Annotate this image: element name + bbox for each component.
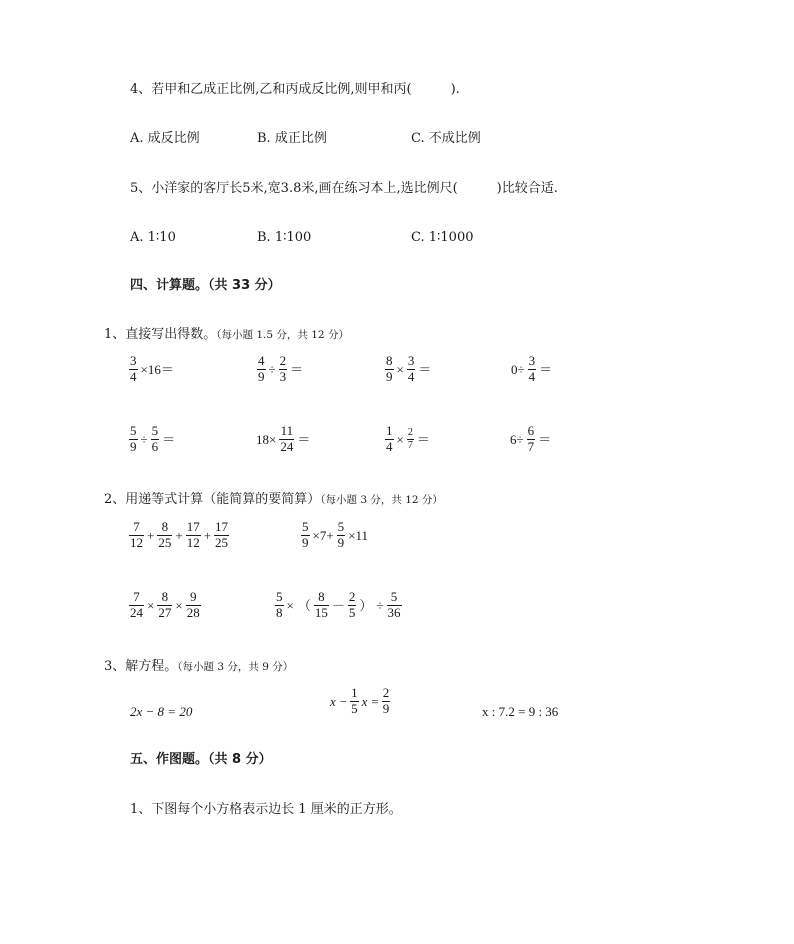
calc-q2-expr-4: $\frac{5}{8}$ × （ $\frac{8}{15}$ － $\frac{2}{5}$ ） ÷ $\frac{5}{36}$ bbox=[276, 589, 401, 620]
fraction: $\frac{5}{9}$ bbox=[302, 519, 309, 550]
question-5-option-b: B. 1∶100 bbox=[257, 230, 312, 245]
fraction: $\frac{1}{4}$ bbox=[386, 423, 393, 454]
question-5-option-c: C. 1∶1000 bbox=[411, 230, 474, 245]
fraction: $\frac{5}{9}$ bbox=[130, 423, 137, 454]
section-5-heading: 五、作图题。（共 8 分） bbox=[130, 752, 272, 767]
fraction: $\frac{2}{9}$ bbox=[382, 685, 390, 716]
fraction: $\frac{6}{7}$ bbox=[527, 423, 535, 454]
fraction: $\frac{17}{25}$ bbox=[215, 519, 229, 550]
calc-q2-title bbox=[104, 493, 443, 506]
fraction: $\frac{8}{27}$ bbox=[158, 589, 172, 620]
question-5-text: 5、小洋家的客厅长5米,宽3.8米,画在练习本上,选比例尺( )比较合适. bbox=[130, 181, 558, 196]
fraction: $\frac{5}{36}$ bbox=[387, 589, 401, 620]
fraction: $\frac{17}{12}$ bbox=[186, 519, 200, 550]
equation-3: x : 7.2 = 9 : 36 bbox=[482, 704, 559, 719]
calc-q1-item-2: $\frac{4}{9}$ ÷ $\frac{2}{3}$ ＝ bbox=[258, 353, 304, 384]
calc-q1-title bbox=[104, 328, 349, 341]
equation-1: 2x − 8 = 20 bbox=[130, 704, 193, 719]
section-4-heading: 四、计算题。（共 33 分） bbox=[130, 278, 281, 293]
calc-q1-item-6: 18× $\frac{11}{24}$ ＝ bbox=[256, 423, 311, 454]
fraction: $\frac{5}{8}$ bbox=[276, 589, 283, 620]
fraction: $\frac{7}{24}$ bbox=[130, 589, 143, 620]
calc-q2-expr-2: $\frac{5}{9}$ ×7+ $\frac{5}{9}$ ×11 bbox=[302, 519, 369, 550]
calc-q1-item-7: $\frac{1}{4}$ × $\frac{2}{7}$ ＝ bbox=[386, 423, 430, 454]
drawing-q1-text: 1、下图每个小方格表示边长 1 厘米的正方形。 bbox=[130, 802, 402, 817]
calc-q3-note: （每小题 3 分，共 9 分） bbox=[177, 661, 294, 673]
calc-q2-note: （每小题 3 分，共 12 分） bbox=[320, 494, 443, 506]
question-4-option-b: B. 成正比例 bbox=[257, 131, 327, 146]
equation-2: x − $\frac{1}{5}$ x = $\frac{2}{9}$ bbox=[330, 685, 390, 716]
calc-q1-item-3: $\frac{8}{9}$ × $\frac{3}{4}$ ＝ bbox=[386, 353, 432, 384]
fraction: $\frac{5}{9}$ bbox=[337, 519, 345, 550]
calc-q1-item-4: 0÷ $\frac{3}{4}$ ＝ bbox=[511, 353, 553, 384]
fraction: $\frac{1}{5}$ bbox=[351, 685, 358, 716]
calc-q2-expr-1: $\frac{7}{12}$ + $\frac{8}{25}$ + $\frac{17}{12}$ + $\frac{17}{25}$ bbox=[130, 519, 229, 550]
calc-q2-expr-3: $\frac{7}{24}$ × $\frac{8}{27}$ × $\frac{9}{28}$ bbox=[130, 589, 200, 620]
fraction: $\frac{11}{24}$ bbox=[280, 423, 294, 454]
fraction: $\frac{2}{5}$ bbox=[348, 589, 356, 620]
fraction: $\frac{2}{7}$ bbox=[407, 427, 413, 451]
question-4-text: 4、若甲和乙成正比例,乙和丙成反比例,则甲和丙( ). bbox=[130, 82, 460, 97]
fraction: $\frac{8}{15}$ bbox=[314, 589, 328, 620]
fraction: $\frac{3}{4}$ bbox=[528, 353, 536, 384]
calc-q3-title bbox=[104, 660, 293, 673]
calc-q1-item-8: 6÷ $\frac{6}{7}$ ＝ bbox=[510, 423, 552, 454]
fraction: $\frac{8}{25}$ bbox=[158, 519, 172, 550]
fraction: $\frac{8}{9}$ bbox=[386, 353, 393, 384]
fraction: $\frac{4}{9}$ bbox=[258, 353, 265, 384]
fraction: $\frac{7}{12}$ bbox=[130, 519, 143, 550]
question-4-option-c: C. 不成比例 bbox=[411, 131, 481, 146]
calc-q3-title-text: 3、解方程。 bbox=[104, 659, 178, 674]
fraction: $\frac{2}{3}$ bbox=[279, 353, 287, 384]
calc-q1-note: （每小题 1.5 分，共 12 分） bbox=[216, 329, 349, 341]
fraction: $\frac{5}{6}$ bbox=[151, 423, 159, 454]
question-5-option-a: A. 1∶10 bbox=[130, 230, 176, 245]
calc-q1-item-1: $\frac{3}{4}$ ×16＝ bbox=[130, 353, 174, 384]
fraction: $\frac{3}{4}$ bbox=[407, 353, 415, 384]
calc-q1-item-5: $\frac{5}{9}$ ÷ $\frac{5}{6}$ ＝ bbox=[130, 423, 176, 454]
fraction: $\frac{3}{4}$ bbox=[130, 353, 137, 384]
question-4-option-a: A. 成反比例 bbox=[130, 131, 200, 146]
fraction: $\frac{9}{28}$ bbox=[186, 589, 200, 620]
calc-q1-title-text: 1、直接写出得数。 bbox=[104, 327, 217, 342]
calc-q2-title-text: 2、用递等式计算（能简算的要简算） bbox=[104, 492, 321, 507]
